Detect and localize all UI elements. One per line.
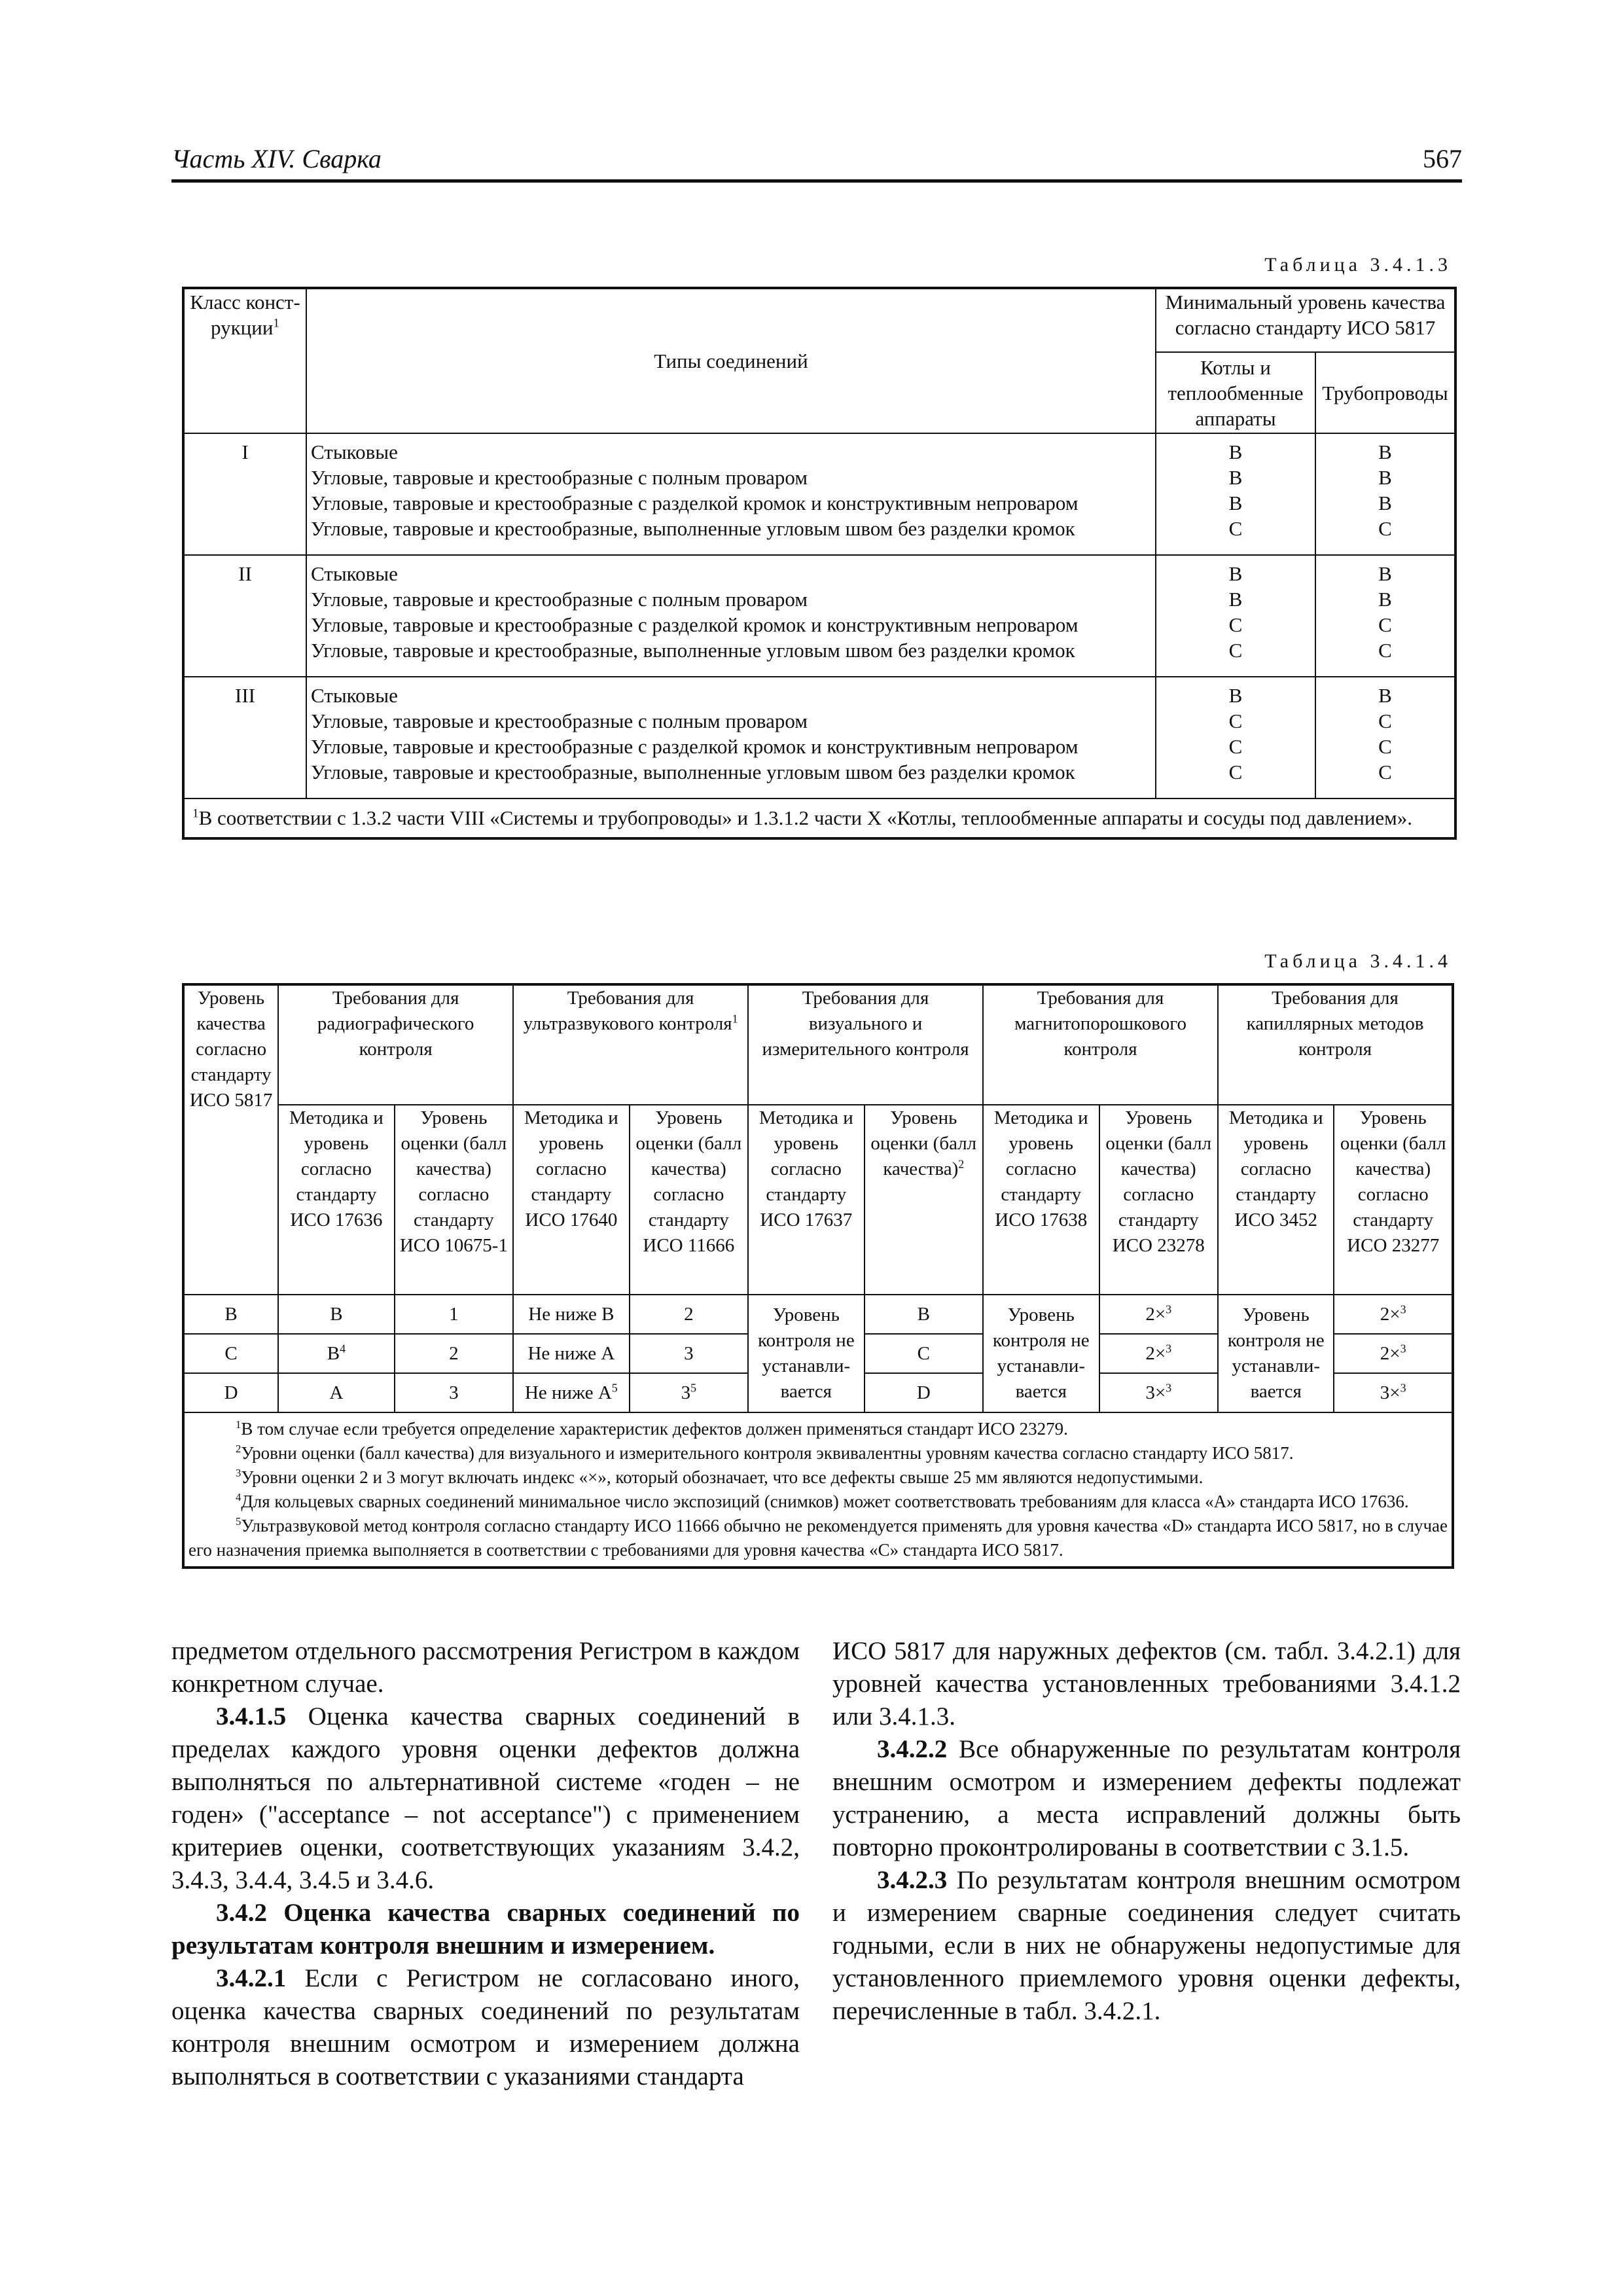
rt-level-header: Уровень оценки (балл качества) согласно стандарту ИСО 10675-1 [395,1105,514,1295]
types-cell: Стыковые Угловые, тавровые и крестообразные с полным проваром Угловые, тавровые и крестообразные с разделкой кромок и конструктивным непроваром Угловые, тавровые и крестообразные, выполненные угловым швом без разделки кромок [306,677,1156,798]
boilers-cell: B B C C [1156,555,1315,677]
body-column-left [171,1635,800,2093]
mt-header: Требования для магнитопорошкового контроля [983,984,1218,1105]
table-row: D A 3 Не ниже $A^5$ $3^5$ D 3×$^3$ 3×$^3$ [183,1373,1453,1412]
rt-header: Требования для радиографического контроля [278,984,513,1105]
paragraph: ИСО 5817 для наружных дефектов (см. табл. 3.4.2.1) для уровней качества установленных требованиями 3.4.1.2 или 3.4.1.3. [832,1637,1461,1731]
footnote: $^3$Уровни оценки 2 и 3 могут включать индекс «×», который обозначает, что все дефекты свыше 25 мм являются недопустимыми. [236,1467,1204,1487]
table-caption: Таблица 3.4.1.3 [1264,254,1452,276]
page-header [171,143,1462,183]
table-row [183,677,1455,798]
class-header: Класс конст-рукции$^1$ [183,288,306,433]
boilers-header: Котлы и теплообменные аппараты [1156,352,1315,433]
class-cell: I [183,433,306,555]
class-cell: II [183,555,306,677]
rt-method-header: Методика и уровень согласно стандарту ИСО 17636 [278,1105,394,1295]
body-column-right [832,1635,1461,2028]
ut-level-header: Уровень оценки (балл качества) согласно стандарту ИСО 11666 [630,1105,749,1295]
pipes-header: Трубопроводы [1315,352,1455,433]
table-footnotes [183,1412,1453,1568]
paragraph: 3.4.2.3 По результатам контроля внешним осмотром и измерением сварные соединения следует считать годными, если в них не обнаружены недопустимые для установленного приемлемого уровня оценки дефекты, перечисленные в табл. 3.4.2.1. [832,1866,1461,2025]
pt-header: Требования для капиллярных методов контроля [1218,984,1453,1105]
min-level-header: Минимальный уровень качества согласно стандарту ИСО 5817 [1156,288,1455,352]
pt-method-header: Методика и уровень согласно стандарту ИСО 3452 [1218,1105,1334,1295]
paragraph: 3.4.2.1 Если с Регистром не согласовано иного, оценка качества сварных соединений по результатам контроля внешним осмотром и измерением должна выполняться в соответствии с указаниями стандарта [171,1964,800,2090]
vt-method-header: Методика и уровень согласно стандарту ИСО 17637 [748,1105,864,1295]
pt-level-header: Уровень оценки (балл качества) согласно стандарту ИСО 23277 [1334,1105,1453,1295]
footnote: $^1$В том случае если требуется определение характеристик дефектов должен применяться стандарт ИСО 23279. [236,1418,1068,1439]
ut-header: Требования для ультразвукового контроля$^1$ [513,984,748,1105]
paragraph: 3.4.1.5 Оценка качества сварных соединений в пределах каждого уровня оценки дефектов должна выполняться по альтернативной системе «годен – не годен» ("acceptance – not acceptance") с применением критериев оценки, соответствующих указаниям 3.4.2, 3.4.3, 3.4.4, 3.4.5 и 3.4.6. [171,1702,800,1894]
not-set-cell: Уровень контроля не устанавли-вается [1218,1295,1334,1412]
paragraph: предметом отдельного рассмотрения Регистром в каждом конкретном случае. [171,1637,800,1698]
vt-level-header: Уровень оценки (балл качества)$^2$ [865,1105,984,1295]
not-set-cell: Уровень контроля не устанавли-вается [983,1295,1099,1412]
pipes-cell: B B C C [1315,555,1455,677]
pipes-cell: B C C C [1315,677,1455,798]
page-number: 567 [1423,144,1462,173]
table-caption: Таблица 3.4.1.4 [1264,950,1452,972]
table-row: C $B^4$ 2 Не ниже A 3 C 2×$^3$ 2×$^3$ [183,1334,1453,1373]
not-set-cell: Уровень контроля не устанавли-вается [748,1295,864,1412]
footnote: $^5$Ультразвуковой метод контроля согласно стандарту ИСО 11666 обычно не рекомендуется применять для уровня качества «D» стандарта ИСО 5817, но в случае его назначения приемка выполняется в соответствии с требованиями для уровня качества «C» стандарта ИСО 5817. [188,1515,1448,1560]
types-header: Типы соединений [306,288,1156,433]
class-cell: III [183,677,306,798]
boilers-cell: B B B C [1156,433,1315,555]
pipes-cell: B B B C [1315,433,1455,555]
types-cell: Стыковые Угловые, тавровые и крестообразные с полным проваром Угловые, тавровые и крестообразные с разделкой кромок и конструктивным непроваром Угловые, тавровые и крестообразные, выполненные угловым швом без разделки кромок [306,555,1156,677]
table-footnote: $^1$В соответствии с 1.3.2 части VIII «Системы и трубопроводы» и 1.3.1.2 части X «Котлы, теплообменные аппараты и сосуды под давлением». [183,798,1455,838]
ut-method-header: Методика и уровень согласно стандарту ИСО 17640 [513,1105,629,1295]
paragraph: 3.4.2.2 Все обнаруженные по результатам контроля внешним осмотром и измерением дефекты подлежат устранению, а места исправлений должны быть повторно проконтролированы в соответствии с 3.1.5. [832,1735,1461,1861]
footnote: $^2$Уровни оценки (балл качества) для визуального и измерительного контроля эквивалентны уровням качества согласно стандарту ИСО 5817. [236,1443,1294,1463]
table-row: B B 1 Не ниже B 2 Уровень контроля не устанавли-вается B Уровень контроля не устанавли-вается 2×$^3$ Уровень контроля не устанавли-вается 2×$^3$ [183,1295,1453,1334]
table-row [183,433,1455,555]
types-cell: Стыковые Угловые, тавровые и крестообразные с полным проваром Угловые, тавровые и крестообразные с разделкой кромок и конструктивным непроваром Угловые, тавровые и крестообразные, выполненные угловым швом без разделки кромок [306,433,1156,555]
mt-method-header: Методика и уровень согласно стандарту ИСО 17638 [983,1105,1099,1295]
footnote: $^4$Для кольцевых сварных соединений минимальное число экспозиций (снимков) может соответствовать требованиям для класса «A» стандарта ИСО 17636. [236,1491,1409,1511]
vt-header: Требования для визуального и измерительного контроля [748,984,983,1105]
inspection-requirements-table [182,983,1454,1569]
mt-level-header: Уровень оценки (балл качества) согласно стандарту ИСО 23278 [1099,1105,1218,1295]
quality-level-header: Уровень качества согласно стандарту ИСО 5817 [183,984,278,1295]
section-heading: 3.4.2 Оценка качества сварных соединений по результатам контроля внешним и измерением. [171,1899,800,1960]
welding-quality-table [182,287,1457,840]
boilers-cell: B C C C [1156,677,1315,798]
running-title: Часть XIV. Сварка [171,144,382,173]
table-row [183,555,1455,677]
